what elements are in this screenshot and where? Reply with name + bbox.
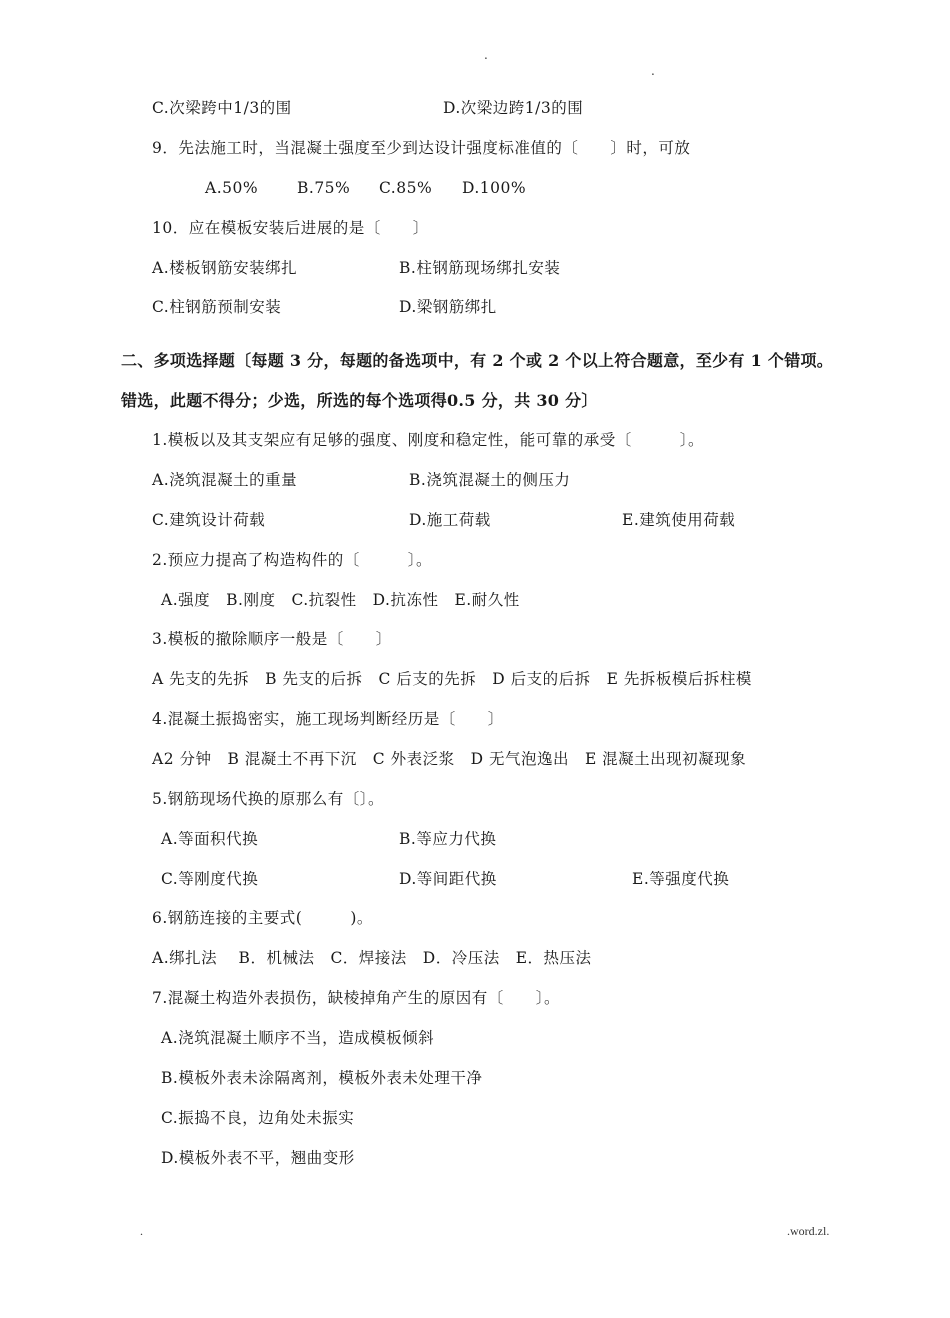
mq5-option-b: B.等应力代换 (399, 830, 497, 848)
mq7-option-c: C.振捣不良，边角处未振实 (161, 1109, 355, 1127)
q9-option-a: A.50% (205, 179, 259, 197)
header-dot: . (484, 48, 488, 62)
mq6-options: A.绑扎法 B．机械法 C．焊接法 D．冷压法 E．热压法 (152, 949, 592, 967)
q10-option-a: A.楼板钢筋安装绑扎 (152, 259, 298, 277)
mq5-option-d: D.等间距代换 (399, 870, 497, 888)
mq4-options: A2 分钟 B 混凝土不再下沉 C 外表泛浆 D 无气泡逸出 E 混凝土出现初凝现象 (152, 750, 747, 768)
mq2-options: A.强度 B.刚度 C.抗裂性 D.抗冻性 E.耐久性 (161, 591, 520, 609)
mq2-text: 2.预应力提高了构造构件的〔 〕。 (152, 551, 433, 569)
q8-option-c: C.次梁跨中1/3的围 (152, 99, 292, 117)
mq1-text: 1.模板以及其支架应有足够的强度、刚度和稳定性，能可靠的承受〔 〕。 (152, 431, 705, 449)
q10-option-c: C.柱钢筋预制安装 (152, 298, 282, 316)
q10-text: 10．应在模板安装后进展的是〔 〕 (152, 219, 429, 237)
mq7-option-b: B.模板外表未涂隔离剂，模板外表未处理干净 (161, 1069, 483, 1087)
header-dot: . (651, 64, 655, 78)
mq7-text: 7.混凝土构造外表损伤，缺棱掉角产生的原因有〔 〕。 (152, 989, 561, 1007)
mq7-option-d: D.模板外表不平，翘曲变形 (161, 1149, 355, 1167)
mq3-options: A 先支的先拆 B 先支的后拆 C 后支的先拆 D 后支的后拆 E 先拆板模后拆柱模 (152, 670, 752, 688)
mq5-option-e: E.等强度代换 (632, 870, 730, 888)
mq5-option-c: C.等刚度代换 (161, 870, 259, 888)
mq5-option-a: A.等面积代换 (161, 830, 259, 848)
mq1-option-b: B.浇筑混凝土的侧压力 (409, 471, 571, 489)
mq1-option-a: A.浇筑混凝土的重量 (152, 471, 298, 489)
mq1-option-c: C.建筑设计荷载 (152, 511, 266, 529)
mq1-option-e: E.建筑使用荷载 (622, 511, 736, 529)
footer-watermark: .word.zl. (787, 1224, 830, 1238)
q9-option-b: B.75% (297, 179, 351, 197)
q9-text: 9．先法施工时，当混凝土强度至少到达设计强度标准值的〔 〕时，可放 (152, 139, 691, 157)
mq7-option-a: A.浇筑混凝土顺序不当，造成模板倾斜 (161, 1029, 435, 1047)
q9-option-d: D.100% (462, 179, 527, 197)
q10-option-b: B.柱钢筋现场绑扎安装 (399, 259, 561, 277)
q10-option-d: D.梁钢筋绑扎 (399, 298, 497, 316)
mq6-text: 6.钢筋连接的主要式( )。 (152, 909, 373, 927)
mq1-option-d: D.施工荷载 (409, 511, 491, 529)
q8-option-d: D.次梁边跨1/3的围 (443, 99, 584, 117)
mq5-text: 5.钢筋现场代换的原那么有〔〕。 (152, 790, 385, 808)
mq4-text: 4.混凝土振捣密实，施工现场判断经历是〔 〕 (152, 710, 504, 728)
section-heading-cont: 错选，此题不得分；少选，所选的每个选项得0.5 分，共 30 分〕 (121, 391, 598, 410)
mq3-text: 3.模板的撤除顺序一般是〔 〕 (152, 630, 392, 648)
footer-dot: . (140, 1224, 143, 1238)
section-heading: 二、多项选择题〔每题 3 分，每题的备选项中，有 2 个或 2 个以上符合题意，至少有 1 个错项。 (121, 351, 834, 370)
q9-option-c: C.85% (379, 179, 433, 197)
